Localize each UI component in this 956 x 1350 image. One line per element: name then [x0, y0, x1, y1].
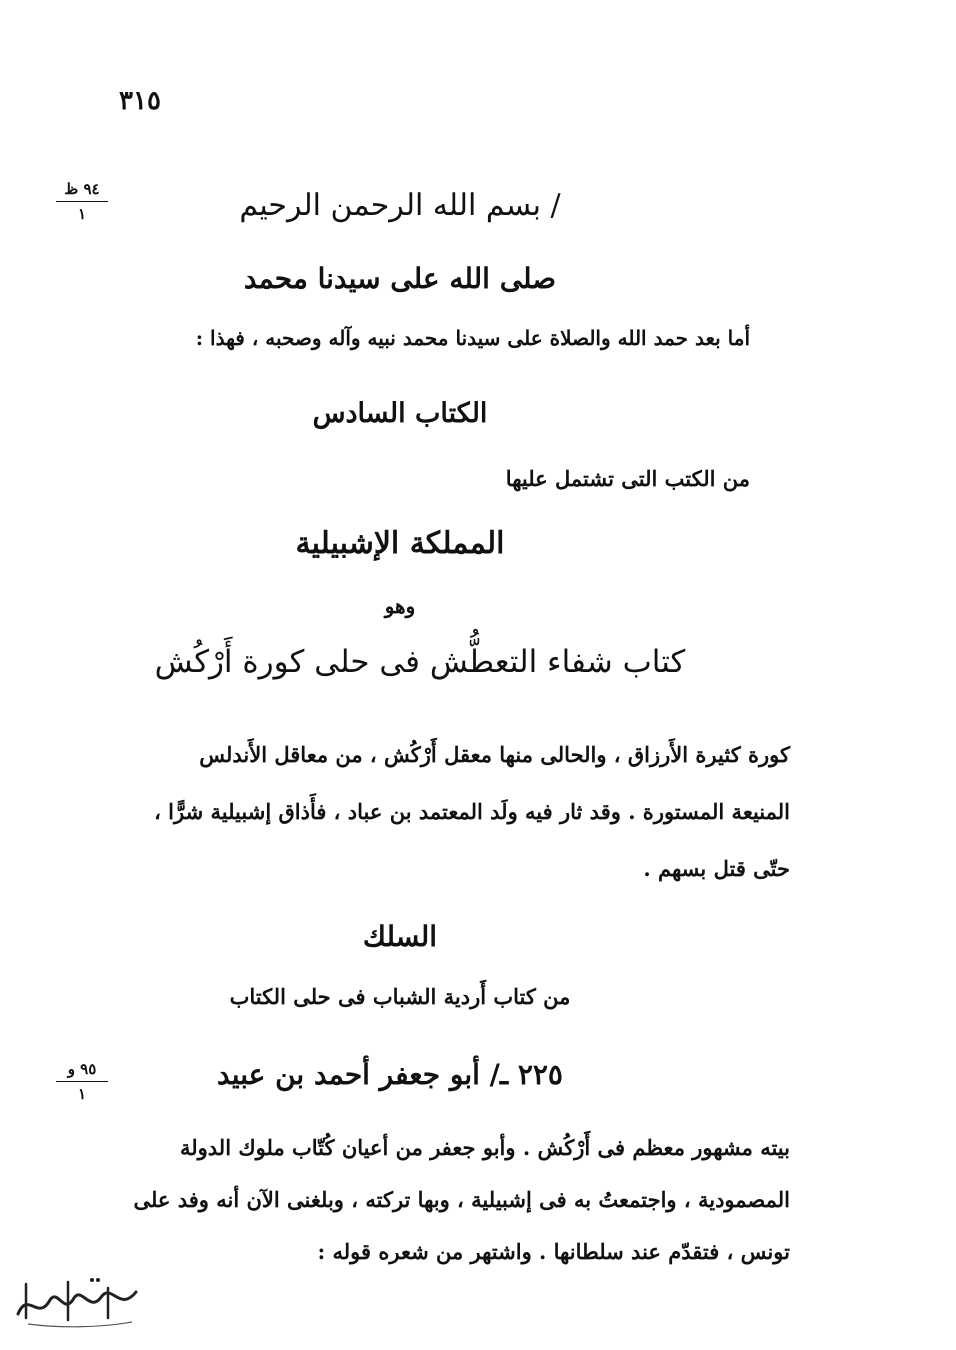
paragraph-line: تونس ، فتقدّم عند سلطانها . واشتهر من شعره قوله : [317, 1239, 790, 1264]
folio-line: ١ [77, 1085, 87, 1103]
section-subtitle: من كتاب أَردية الشباب فى حلى الكتاب [229, 984, 571, 1009]
paragraph-line: كورة كثيرة الأَرزاق ، والحالى منها معقل أَرْكُش ، من معاقل الأَندلس [199, 742, 790, 767]
folio-rule [56, 201, 108, 202]
paragraph-line: حتّى قتل بسهم . [643, 856, 790, 881]
paragraph-line: بيته مشهور معظم فى أَرْكُش . وأبو جعفر من أعيان كُتّاب ملوك الدولة [179, 1135, 790, 1160]
body-paragraph [100, 1122, 790, 1278]
folio-reference-94 [52, 180, 112, 223]
book-title: الكتاب السادس [312, 398, 488, 429]
connector-word: وهو [384, 594, 416, 618]
paragraph-line: المصمودية ، واجتمعتُ به فى إشبيلية ، وبها تركته ، وبلغنى الآن أنه وفد على [133, 1187, 790, 1212]
body-paragraph [100, 726, 790, 897]
entry-heading: ٢٢٥ ـ/ أبو جعفر أحمد بن عبيد [217, 1058, 563, 1091]
folio-reference-95 [52, 1060, 112, 1103]
folio-line: ١ [77, 205, 87, 223]
kingdom-heading: المملكة الإشبيلية [295, 526, 505, 561]
page-number: ٣١٥ [119, 86, 161, 116]
subtitle-line: من الكتب التى تشتمل عليها [505, 466, 750, 491]
library-stamp-logo [8, 1270, 148, 1330]
folio-number: ٩٥ و [67, 1060, 97, 1078]
salawat-line: صلى الله على سيدنا محمد [243, 262, 557, 295]
work-title: كتاب شفاء التعطُّش فى حلى كورة أَرْكُش [154, 644, 686, 680]
folio-rule [56, 1081, 108, 1082]
section-heading: السلك [362, 920, 438, 953]
folio-number: ٩٤ ظ [64, 180, 100, 198]
opening-line: أما بعد حمد الله والصلاة على سيدنا محمد نبيه وآله وصحبه ، فهذا : [195, 326, 750, 350]
basmala: / بسم الله الرحمن الرحيم [239, 188, 561, 223]
paragraph-line: المنيعة المستورة . وقد ثار فيه ولَد المعتمد بن عباد ، فأَذاق إشبيلية شرًّا ، [154, 799, 790, 824]
